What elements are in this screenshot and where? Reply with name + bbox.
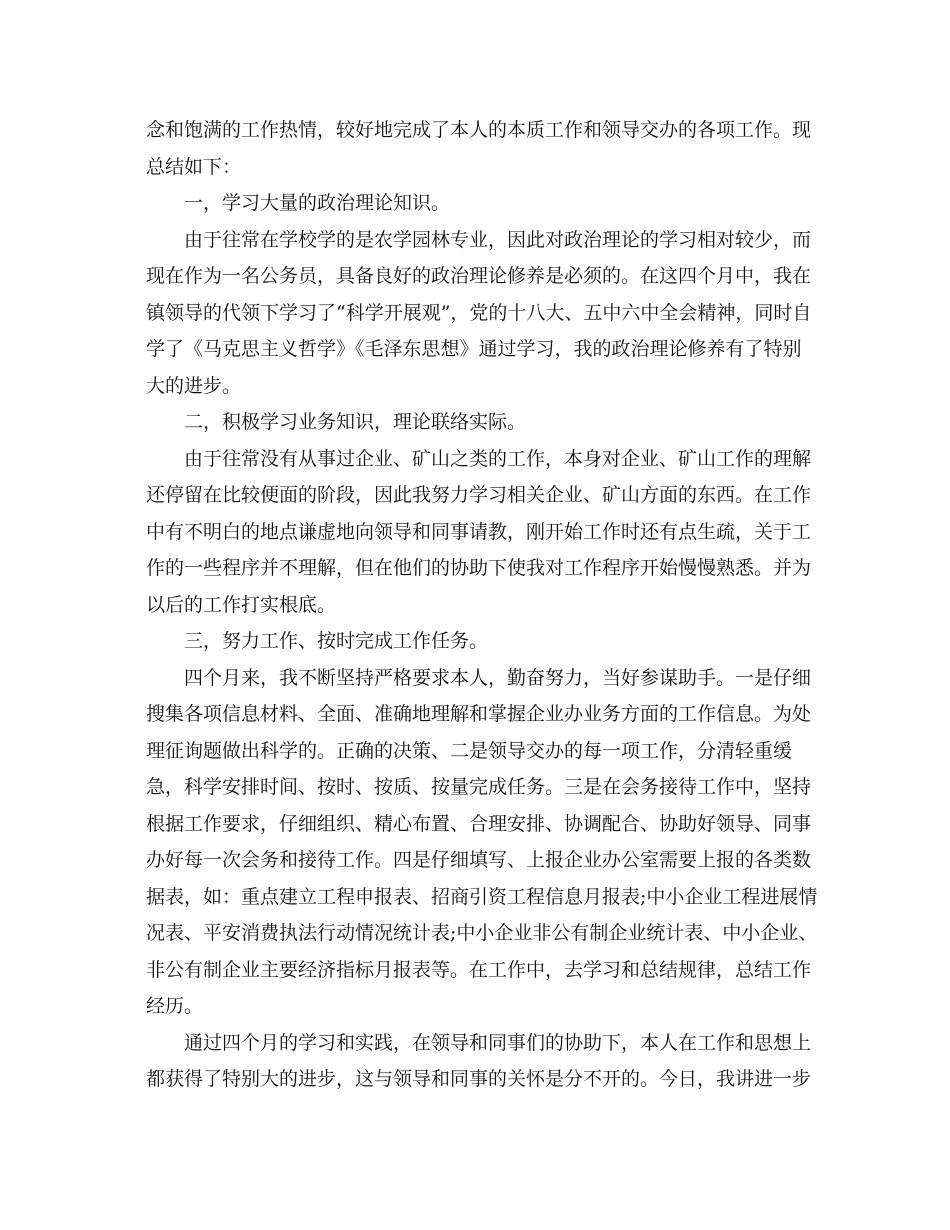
text-line: 急，科学安排时间、按时、按质、按量完成任务。三是在会务接待工作中，坚持 xyxy=(146,776,812,798)
text-line: 还停留在比较便面的阶段，因此我努力学习相关企业、矿山方面的东西。在工作 xyxy=(146,484,812,506)
text-line: 理征询题做出科学的。正确的决策、二是领导交办的每一项工作，分清轻重缓 xyxy=(146,740,793,762)
text-line: 现在作为一名公务员，具备良好的政治理论修养是必须的。在这四个月中，我在 xyxy=(146,265,812,287)
text-line: 通过四个月的学习和实践，在领导和同事们的协助下，本人在工作和思想上 xyxy=(146,1032,812,1054)
text-line: 作的一些程序并不理解，但在他们的协助下使我对工作程序开始慢慢熟悉。并为 xyxy=(146,557,812,579)
text-line: 由于往常没有从事过企业、矿山之类的工作，本身对企业、矿山工作的理解 xyxy=(146,448,812,470)
section-heading: 二，积极学习业务知识，理论联络实际。 xyxy=(146,411,527,433)
text-line: 根据工作要求，仔细组织、精心布置、合理安排、协调配合、协助好领导、同事 xyxy=(146,813,812,835)
section-heading: 三，努力工作、按时完成工作任务。 xyxy=(146,630,489,652)
text-line: 大的进步。 xyxy=(146,375,242,397)
text-line: 办好每一次会务和接待工作。四是仔细填写、上报企业办公室需要上报的各类数 xyxy=(146,849,812,871)
text-line: 都获得了特别大的进步，这与领导和同事的关怀是分不开的。今日，我讲进一步 xyxy=(146,1068,812,1090)
text-line: 中有不明白的地点谦虚地向领导和同事请教，刚开始工作时还有点生疏，关于工 xyxy=(146,521,812,543)
text-line: 经历。 xyxy=(146,995,204,1017)
text-line: 由于往常在学校学的是农学园林专业，因此对政治理论的学习相对较少，而 xyxy=(146,229,812,251)
text-line: 以后的工作打实根底。 xyxy=(146,594,337,616)
text-line: 据表，如：重点建立工程申报表、招商引资工程信息月报表;中小企业工程进展情 xyxy=(146,886,818,908)
text-line: 总结如下： xyxy=(146,156,242,178)
text-line: 非公有制企业主要经济指标月报表等。在工作中，去学习和总结规律，总结工作 xyxy=(146,959,812,981)
text-line: 搜集各项信息材料、全面、准确地理解和掌握企业办业务方面的工作信息。为处 xyxy=(146,703,812,725)
text-line: 况表、平安消费执法行动情况统计表;中小企业非公有制企业统计表、中小企业、 xyxy=(146,922,818,944)
text-line: 四个月来，我不断坚持严格要求本人，勤奋努力，当好参谋助手。一是仔细 xyxy=(146,667,812,689)
text-line: 念和饱满的工作热情，较好地完成了本人的本质工作和领导交办的各项工作。现 xyxy=(146,119,812,141)
text-line: 学了《马克思主义哲学》《毛泽东思想》通过学习，我的政治理论修养有了特别 xyxy=(146,338,802,360)
section-heading: 一，学习大量的政治理论知识。 xyxy=(146,192,451,214)
text-line: 镇领导的代领下学习了“科学开展观”，党的十八大、五中六中全会精神，同时自 xyxy=(146,302,812,324)
